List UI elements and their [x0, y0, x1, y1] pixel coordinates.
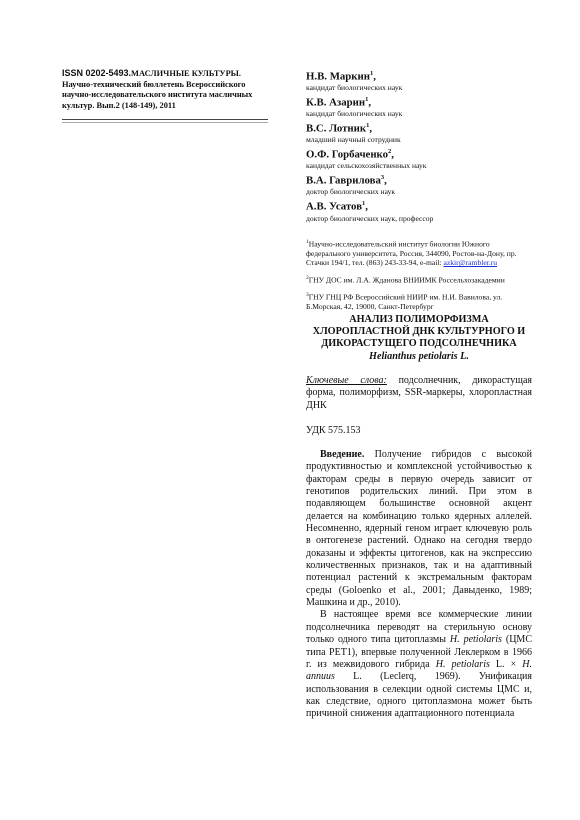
paragraph-2: В настоящее время все коммерческие линии подсолнечника переводят на стерильную основу только одного типа цитоплазмы H. petiolaris (ЦМС типа PET1), впервые полученной Леклерком в 1966 г. из межвидового гибрида H. petiolaris L. × H. annuus L. (Leclerq, 1969). Унификация использования в селекции одной системы ЦМС и, как следствие, одного цитоплазмона может быть причиной снижения адаптационного потенциала: [306, 609, 532, 720]
author-role: доктор биологических наук, профессор: [306, 213, 434, 223]
author-name: О.Ф. Горбаченко: [306, 148, 389, 161]
author-list: [306, 68, 532, 225]
author-role: кандидат сельскохозяйственных наук: [306, 161, 427, 171]
author-2: К.В. Азарин$^1$, кандидат биологических наук: [306, 94, 532, 118]
affiliation-2: $^2$ГНУ ДОС им. Л.А. Жданова ВНИИМК Россельхозакадемии: [306, 274, 505, 285]
author-name: К.В. Азарин: [306, 96, 366, 109]
author-sup: 1: [362, 200, 366, 208]
author-sup: 3: [380, 174, 385, 182]
author-name: Н.В. Маркин: [306, 70, 370, 83]
journal-name: МАСЛИЧНЫЕ КУЛЬТУРЫ.: [131, 69, 241, 78]
author-role: кандидат биологических наук: [306, 109, 403, 119]
header-rule: [62, 119, 268, 120]
author-6: А.В. Усатов$^1$, доктор биологических наук, профессор: [306, 198, 532, 222]
author-name: В.С. Лотник: [306, 122, 367, 135]
author-3: В.С. Лотник$^1$, младший научный сотрудник: [306, 120, 532, 144]
affiliation-1: $^1$Научно-исследовательский институт биологии Южного федерального университета, Россия, 344090, Ростов-на-Дону, пр. Стачки 194/1, тел. (863) 243-33-94, e-mail: azkir@rambler.ru: [306, 239, 517, 268]
header-rule-secondary: [62, 122, 268, 123]
email-link[interactable]: azkir@rambler.ru: [443, 258, 498, 268]
article-body: [306, 449, 532, 721]
journal-details: Научно-технический бюллетень Всероссийского научно-исследовательского института масличных культур. Вып.2 (148-149), 2011: [62, 79, 253, 110]
title-species: Helianthus petiolaris L.: [369, 350, 469, 362]
author-4: О.Ф. Горбаченко$^2$, кандидат сельскохозяйственных наук: [306, 146, 532, 170]
paragraph-intro: Введение. Получение гибридов с высокой продуктивностью и комплексной устойчивостью к факторам среды в первую очередь зависит от генотипов родительских линий. При этом в подавляющем большинстве основной акцент делается на комбинацию только ядерных аллелей. Несомненно, ядерный геном играет ключевую роль в онтогенезе растений. Однако на сегодня твердо доказаны и эффекты цитогенов, как на экспрессию количественных признаков, так и на адаптивный потенциал растений к экстремальным факторам среды (Goloenko et al., 2001; Давыденко, 1989; Машкина и др., 2010).: [306, 449, 532, 609]
affiliations: [306, 238, 532, 317]
keywords: [306, 375, 532, 412]
author-role: доктор биологических наук: [306, 187, 396, 197]
author-sup: 1: [366, 122, 370, 130]
article-title: [306, 314, 532, 363]
journal-header: [62, 68, 274, 111]
issn: ISSN 0202-5493.: [62, 68, 132, 78]
keywords-label: Ключевые слова:: [306, 375, 387, 386]
author-name: В.А. Гаврилова: [306, 174, 381, 187]
author-name: А.В. Усатов: [306, 201, 363, 214]
author-1: Н.В. Маркин$^1$, кандидат биологических наук: [306, 68, 532, 92]
intro-heading: Введение.: [320, 449, 365, 460]
udk-code: УДК 575.153: [306, 425, 361, 436]
author-role: кандидат биологических наук: [306, 83, 403, 93]
title-main: АНАЛИЗ ПОЛИМОРФИЗМА ХЛОРОПЛАСТНОЙ ДНК КУЛЬТУРНОГО И ДИКОРАСТУЩЕГО ПОДСОЛНЕЧНИКА: [312, 314, 526, 350]
affiliation-3: $^3$ГНУ ГНЦ РФ Всероссийский НИИР им. Н.И. Вавилова, ул. Б.Морская, 42, 19000, Санкт-Петербург: [306, 291, 503, 311]
author-sup: 1: [369, 70, 374, 77]
keywords-text: подсолнечник, дикорастущая форма, полиморфизм, SSR-маркеры, хлоропластная ДНК: [306, 375, 532, 411]
author-5: В.А. Гаврилова$^3$, доктор биологических наук: [306, 172, 532, 196]
author-sup: 2: [388, 148, 392, 156]
author-sup: 1: [365, 96, 369, 104]
author-role: младший научный сотрудник: [306, 135, 401, 145]
